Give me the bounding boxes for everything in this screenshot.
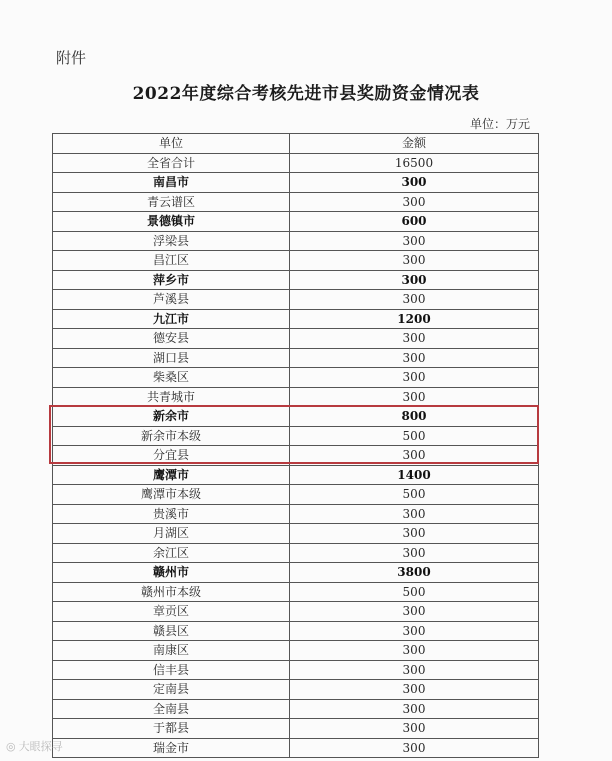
cell-unit-name: 鹰潭市本级 bbox=[53, 485, 290, 505]
cell-amount: 300 bbox=[290, 660, 539, 680]
cell-amount: 500 bbox=[290, 426, 539, 446]
table-row bbox=[53, 582, 539, 602]
cell-amount: 300 bbox=[290, 621, 539, 641]
reward-funds-table bbox=[52, 133, 539, 758]
table-row bbox=[53, 387, 539, 407]
cell-unit-name: 德安县 bbox=[53, 329, 290, 349]
cell-unit-name: 九江市 bbox=[53, 309, 290, 329]
table-row bbox=[53, 192, 539, 212]
table-row bbox=[53, 231, 539, 251]
cell-unit-name: 昌江区 bbox=[53, 251, 290, 271]
cell-unit-name: 共青城市 bbox=[53, 387, 290, 407]
table-row bbox=[53, 329, 539, 349]
cell-unit-name: 章贡区 bbox=[53, 602, 290, 622]
table-row bbox=[53, 660, 539, 680]
weibo-icon: ◎ bbox=[6, 740, 16, 753]
column-header-amount: 金额 bbox=[290, 134, 539, 154]
cell-amount: 300 bbox=[290, 329, 539, 349]
watermark-text: 大眼探寻 bbox=[18, 740, 63, 753]
watermark bbox=[6, 738, 63, 754]
cell-amount: 500 bbox=[290, 485, 539, 505]
cell-unit-name: 月湖区 bbox=[53, 524, 290, 544]
table-row bbox=[53, 621, 539, 641]
table-row bbox=[53, 270, 539, 290]
table-row bbox=[53, 173, 539, 193]
cell-amount: 300 bbox=[290, 680, 539, 700]
cell-unit-name: 鹰潭市 bbox=[53, 465, 290, 485]
table-row bbox=[53, 368, 539, 388]
cell-amount: 300 bbox=[290, 602, 539, 622]
table-row bbox=[53, 563, 539, 583]
cell-unit-name: 赣州市本级 bbox=[53, 582, 290, 602]
cell-unit-name: 全省合计 bbox=[53, 153, 290, 173]
cell-amount: 300 bbox=[290, 641, 539, 661]
table-row bbox=[53, 602, 539, 622]
cell-unit-name: 新余市 bbox=[53, 407, 290, 427]
table-row bbox=[53, 465, 539, 485]
table-row bbox=[53, 543, 539, 563]
table-row bbox=[53, 699, 539, 719]
cell-amount: 800 bbox=[290, 407, 539, 427]
table-row bbox=[53, 153, 539, 173]
cell-amount: 300 bbox=[290, 504, 539, 524]
cell-unit-name: 余江区 bbox=[53, 543, 290, 563]
table-row bbox=[53, 641, 539, 661]
cell-amount: 300 bbox=[290, 348, 539, 368]
cell-amount: 300 bbox=[290, 387, 539, 407]
cell-unit-name: 定南县 bbox=[53, 680, 290, 700]
table-row bbox=[53, 446, 539, 466]
cell-unit-name: 于都县 bbox=[53, 719, 290, 739]
cell-amount: 300 bbox=[290, 738, 539, 758]
cell-amount: 500 bbox=[290, 582, 539, 602]
cell-unit-name: 湖口县 bbox=[53, 348, 290, 368]
table-body bbox=[53, 153, 539, 758]
cell-amount: 300 bbox=[290, 270, 539, 290]
cell-amount: 300 bbox=[290, 699, 539, 719]
cell-unit-name: 南康区 bbox=[53, 641, 290, 661]
table-row bbox=[53, 504, 539, 524]
table-header-row bbox=[53, 134, 539, 154]
cell-unit-name: 青云谱区 bbox=[53, 192, 290, 212]
cell-amount: 300 bbox=[290, 524, 539, 544]
cell-amount: 300 bbox=[290, 446, 539, 466]
table-row bbox=[53, 212, 539, 232]
cell-unit-name: 贵溪市 bbox=[53, 504, 290, 524]
cell-unit-name: 全南县 bbox=[53, 699, 290, 719]
cell-amount: 3800 bbox=[290, 563, 539, 583]
document-title: 2022年度综合考核先进市县奖励资金情况表 bbox=[132, 84, 480, 104]
cell-unit-name: 景德镇市 bbox=[53, 212, 290, 232]
table-row bbox=[53, 309, 539, 329]
attachment-label: 附件 bbox=[56, 49, 87, 67]
cell-amount: 300 bbox=[290, 192, 539, 212]
unit-label: 单位：万元 bbox=[470, 117, 531, 131]
table-row bbox=[53, 524, 539, 544]
table-row bbox=[53, 407, 539, 427]
cell-amount: 300 bbox=[290, 231, 539, 251]
cell-unit-name: 信丰县 bbox=[53, 660, 290, 680]
table-row bbox=[53, 251, 539, 271]
cell-amount: 300 bbox=[290, 368, 539, 388]
cell-unit-name: 浮梁县 bbox=[53, 231, 290, 251]
cell-amount: 300 bbox=[290, 251, 539, 271]
table-row bbox=[53, 348, 539, 368]
cell-unit-name: 分宜县 bbox=[53, 446, 290, 466]
cell-unit-name: 南昌市 bbox=[53, 173, 290, 193]
cell-amount: 300 bbox=[290, 173, 539, 193]
cell-unit-name: 萍乡市 bbox=[53, 270, 290, 290]
table-row bbox=[53, 719, 539, 739]
cell-amount: 1400 bbox=[290, 465, 539, 485]
cell-amount: 1200 bbox=[290, 309, 539, 329]
table-row bbox=[53, 485, 539, 505]
column-header-unit: 单位 bbox=[53, 134, 290, 154]
cell-amount: 16500 bbox=[290, 153, 539, 173]
cell-amount: 300 bbox=[290, 290, 539, 310]
table-row bbox=[53, 680, 539, 700]
table-row bbox=[53, 290, 539, 310]
cell-unit-name: 柴桑区 bbox=[53, 368, 290, 388]
table-row bbox=[53, 738, 539, 758]
table-row bbox=[53, 426, 539, 446]
cell-unit-name: 赣县区 bbox=[53, 621, 290, 641]
cell-unit-name: 芦溪县 bbox=[53, 290, 290, 310]
cell-unit-name: 新余市本级 bbox=[53, 426, 290, 446]
cell-amount: 300 bbox=[290, 543, 539, 563]
cell-unit-name: 瑞金市 bbox=[53, 738, 290, 758]
cell-amount: 300 bbox=[290, 719, 539, 739]
cell-unit-name: 赣州市 bbox=[53, 563, 290, 583]
cell-amount: 600 bbox=[290, 212, 539, 232]
